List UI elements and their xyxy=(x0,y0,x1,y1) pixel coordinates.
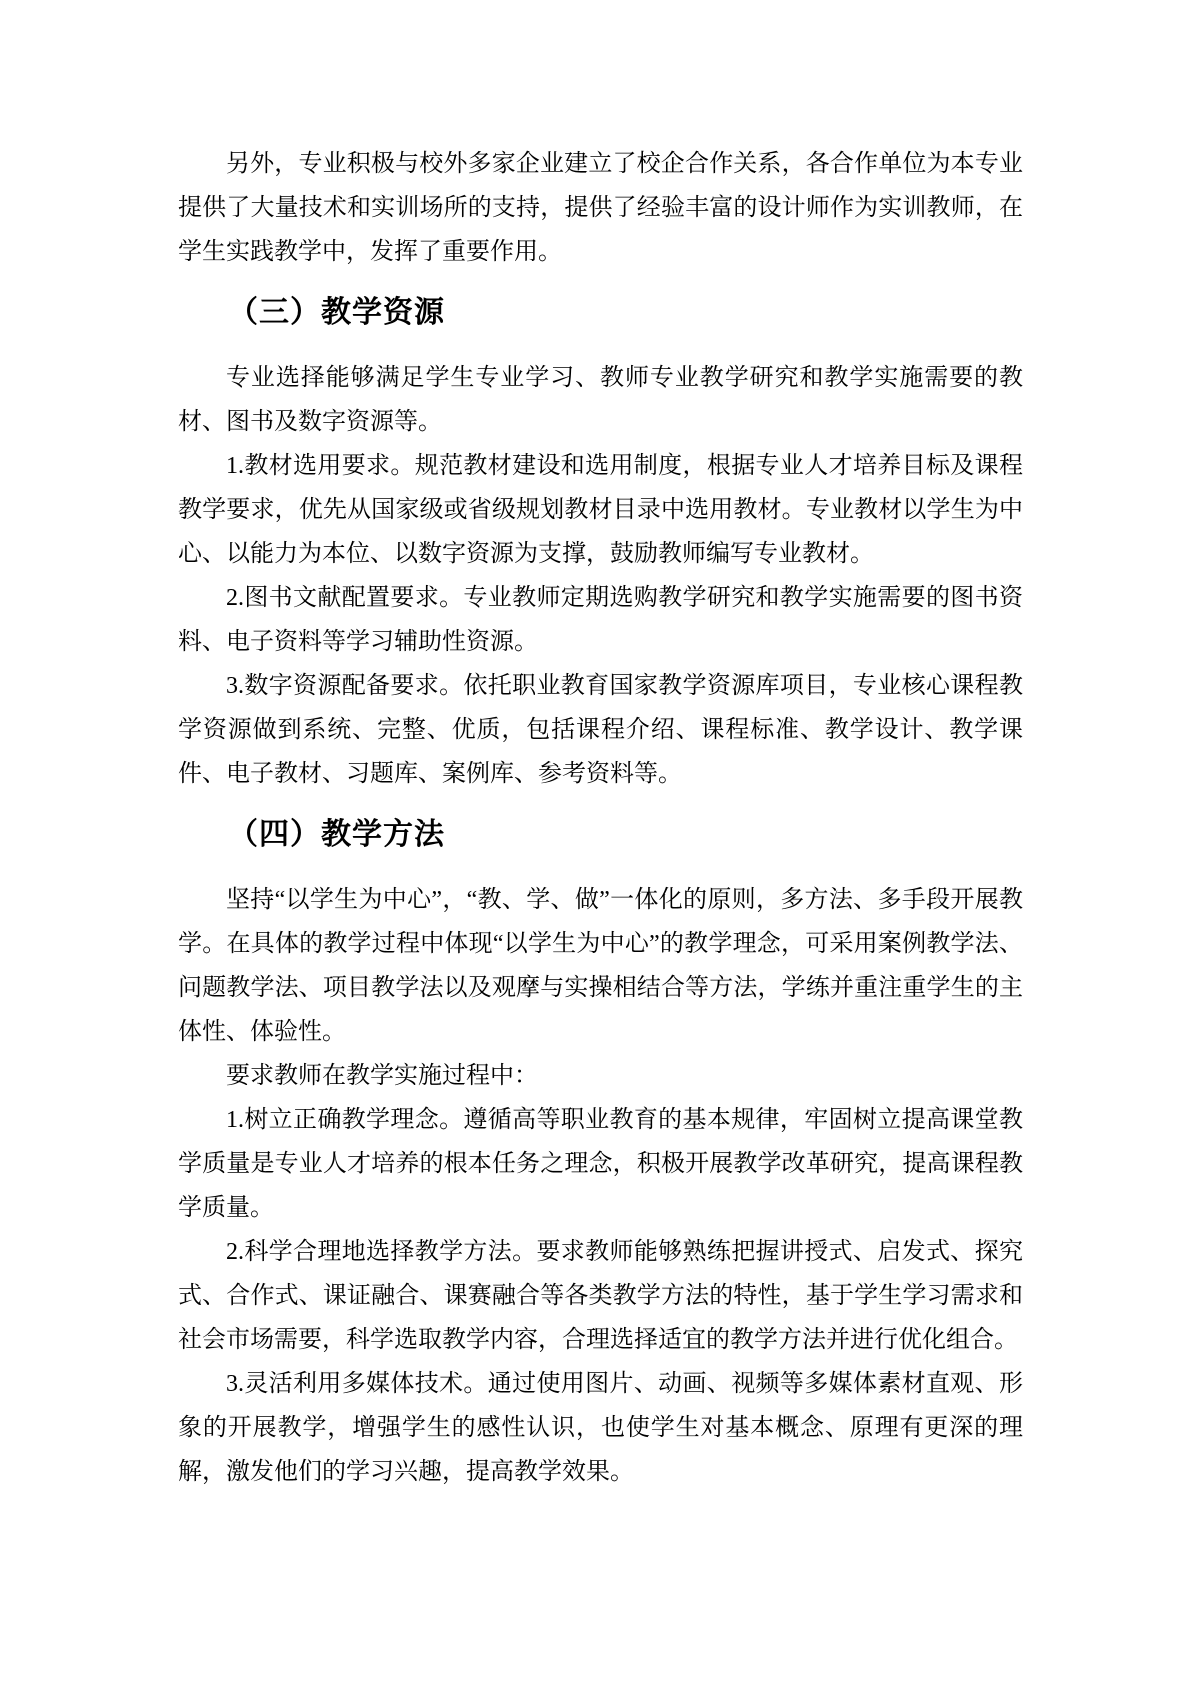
paragraph-textbook-selection: 1.教材选用要求。规范教材建设和选用制度，根据专业人才培养目标及课程教学要求，优先从国家级或省级规划教材目录中选用教材。专业教材以学生为中心、以能力为本位、以数字资源为支撑，鼓励教师编写专业教材。 xyxy=(178,453,1023,567)
paragraph-resources-intro: 专业选择能够满足学生专业学习、教师专业教学研究和教学实施需要的教材、图书及数字资源等。 xyxy=(178,365,1023,435)
heading-teaching-methods: （四）教学方法 xyxy=(228,818,445,851)
paragraph-digital-resources: 3.数字资源配备要求。依托职业教育国家教学资源库项目，专业核心课程教学资源做到系统、完整、优质，包括课程介绍、课程标准、教学设计、教学课件、电子教材、习题库、案例库、参考资料等。 xyxy=(178,673,1023,787)
paragraph-enterprise-cooperation: 另外，专业积极与校外多家企业建立了校企合作关系，各合作单位为本专业提供了大量技术和实训场所的支持，提供了经验丰富的设计师作为实训教师，在学生实践教学中，发挥了重要作用。 xyxy=(178,151,1023,265)
paragraph-teaching-philosophy: 1.树立正确教学理念。遵循高等职业教育的基本规律，牢固树立提高课堂教学质量是专业人才培养的根本任务之理念，积极开展教学改革研究，提高课程教学质量。 xyxy=(178,1107,1023,1221)
paragraph-teacher-requirements-lead: 要求教师在教学实施过程中： xyxy=(226,1063,538,1089)
paragraph-student-centered-principle: 坚持“以学生为中心”，“教、学、做”一体化的原则，多方法、多手段开展教学。在具体的教学过程中体现“以学生为中心”的教学理念，可采用案例教学法、问题教学法、项目教学法以及观摩与实操相结合等方法，学练并重注重学生的主体性、体验性。 xyxy=(178,887,1023,1045)
paragraph-multimedia-technology: 3.灵活利用多媒体技术。通过使用图片、动画、视频等多媒体素材直观、形象的开展教学，增强学生的感性认识，也使学生对基本概念、原理有更深的理解，激发他们的学习兴趣，提高教学效果。 xyxy=(178,1371,1023,1485)
heading-teaching-resources: （三）教学资源 xyxy=(228,296,445,329)
paragraph-library-configuration: 2.图书文献配置要求。专业教师定期选购教学研究和教学实施需要的图书资料、电子资料等学习辅助性资源。 xyxy=(178,585,1023,655)
paragraph-method-selection: 2.科学合理地选择教学方法。要求教师能够熟练把握讲授式、启发式、探究式、合作式、课证融合、课赛融合等各类教学方法的特性，基于学生学习需求和社会市场需要，科学选取教学内容，合理选择适宜的教学方法并进行优化组合。 xyxy=(178,1239,1023,1353)
